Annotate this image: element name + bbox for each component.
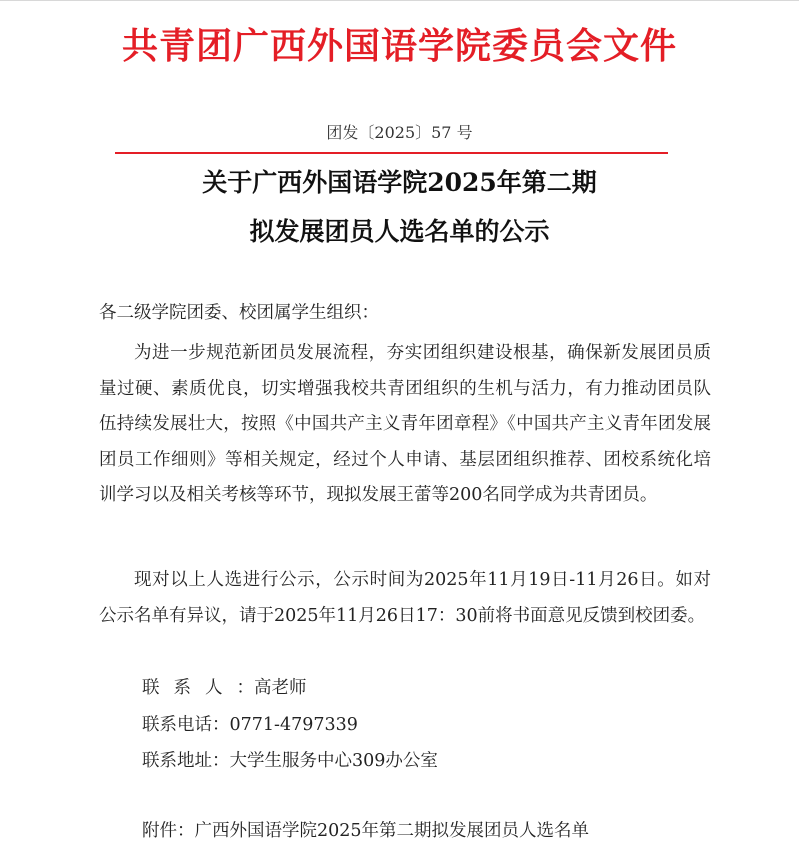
body-paragraph-2: 现对以上人选进行公示，公示时间为2025年11月19日-11月26日。如对公示名单有异议，请于2025年11月26日17：30前将书面意见反馈到校团委。 bbox=[99, 570, 711, 626]
contact-phone-label: 联系电话： bbox=[142, 715, 230, 735]
contact-phone-value: 0771-4797339 bbox=[229, 715, 358, 735]
attachment-label: 附件： bbox=[142, 821, 195, 841]
notice-title-line-1: 关于广西外国语学院2025年第二期 bbox=[202, 168, 597, 197]
page-top-border bbox=[0, 0, 799, 1]
red-divider-line bbox=[115, 152, 668, 154]
salutation: 各二级学院团委、校团属学生组织： bbox=[99, 303, 379, 323]
notice-title-line-2: 拟发展团员人选名单的公示 bbox=[249, 217, 550, 246]
contact-address-label: 联系地址： bbox=[142, 751, 230, 771]
contact-phone bbox=[142, 709, 358, 741]
contact-person-label: 联系人： bbox=[142, 678, 268, 698]
attachment-link[interactable]: 广西外国语学院2025年第二期拟发展团员人选名单 bbox=[194, 821, 590, 841]
document-number: 团发〔2025〕57 号 bbox=[326, 123, 473, 142]
body-paragraph-1: 为进一步规范新团员发展流程，夯实团组织建设根基，确保新发展团员质量过硬、素质优良，切实增强我校共青团组织的生机与活力，有力推动团员队伍持续发展壮大，按照《中国共产主义青年团章程》《中国共产主义青年团发展团员工作细则》等相关规定，经过个人申请、基层团组织推荐、团校系统化培训学习以及相关考核等环节，现拟发展王蕾等200名同学成为共青团员。 bbox=[99, 343, 711, 505]
attachment-line bbox=[142, 815, 589, 847]
contact-address bbox=[142, 745, 438, 777]
document-issuer-title: 共青团广西外国语学院委员会文件 bbox=[121, 25, 677, 67]
contact-person-value: 高老师 bbox=[254, 678, 307, 698]
contact-person bbox=[142, 672, 307, 704]
contact-address-value: 大学生服务中心309办公室 bbox=[229, 751, 438, 771]
